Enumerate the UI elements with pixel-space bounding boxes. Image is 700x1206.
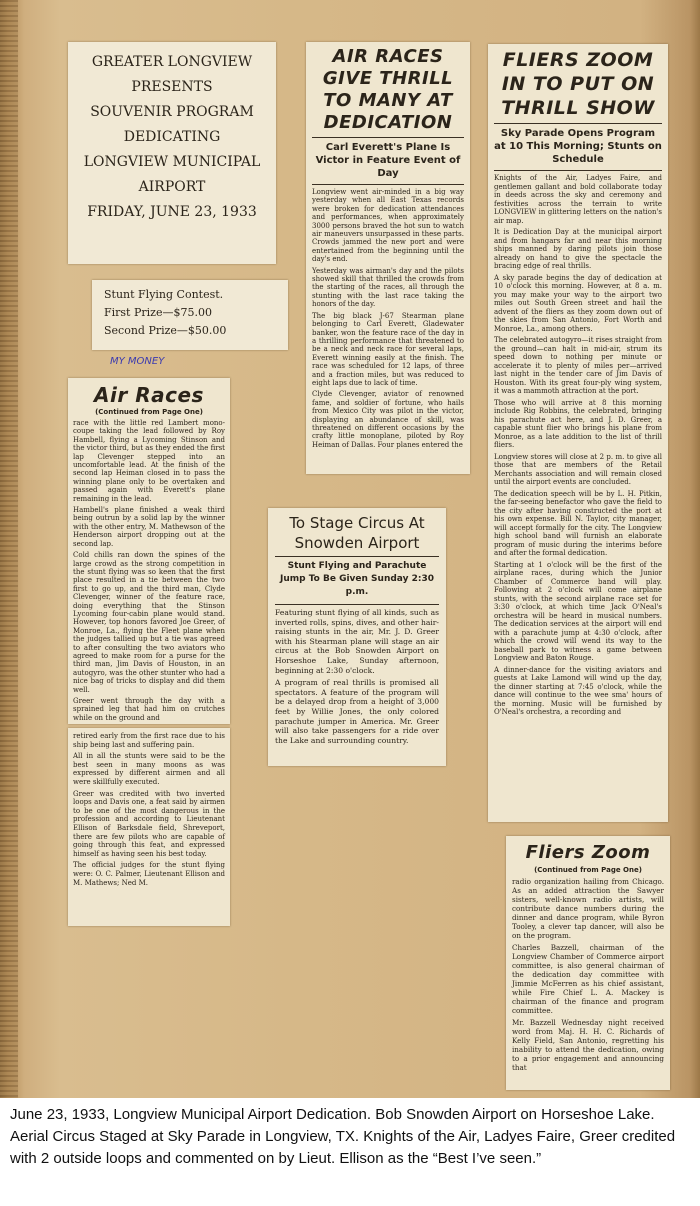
article-paragraph: race with the little red Lambert mono-coupe taking the lead followed by Roy Hambell, flying a Lycoming Stinson and the victor third, but as they ended the first lap Clevenger stepped into an uncomfortable lead. At the finish of the second lap Heiman closed in to pass the winning plane only to be overtaken and passed again with Everett's plane remaining in the lead.: [73, 419, 225, 503]
stunt-first-prize: First Prize—$75.00: [104, 306, 212, 319]
subheadline: Stunt Flying and Parachute Jump To Be Given Sunday 2:30 p.m.: [280, 561, 434, 597]
article-paragraph: radio organization hailing from Chicago. As an added attraction the Sawyer sisters, well-known radio artists, will contribute dance numbers during the dinner and dance program, while Byron Tooley, a clever tap dancer, will also be on the program.: [512, 877, 664, 940]
article-paragraph: Longview went air-minded in a big way yesterday when all East Texas records were broken for dedication attendances and performances, when approximately 3000 persons braved the hot sun to watch air maneuvers unsurpassed in these parts. Crowds jammed the new port and were entertained from the beginning until the day's end.: [312, 188, 464, 264]
article-paragraph: Greer went through the day with a sprained leg that had him on crutches while on the ground and: [73, 697, 225, 722]
stunt-contest-card: [92, 280, 288, 350]
article-paragraph: Charles Bazzell, chairman of the Longview Chamber of Commerce airport committee, is also general chairman of the dedication day committee with Jimmie McFerren as his chief assistant, while Fire Chief L. A. Mackey is chairman of the finance and program committee.: [512, 943, 664, 1015]
subheadline: Carl Everett's Plane Is Victor in Feature Event of Day: [315, 142, 461, 179]
article-paragraph: Mr. Bazzell Wednesday night received word from Maj. H. H. C. Richards of Kelly Field, San Antonio, regretting his inability to attend the dedication, owing to a prior engagement and announcing that: [512, 1018, 664, 1072]
article-paragraph: A sky parade begins the day of dedication at 10 o'clock this morning. However, at 8 a. m. you may make your way to the airport two miles out South Green street and hail the advent of the fliers as they zoom down out of the skies from San Antonio, Fort Worth and Monroe, La., among others.: [494, 273, 662, 333]
headline: Fliers Zoom: [525, 842, 651, 863]
article-paragraph: Featuring stunt flying of all kinds, such as inverted rolls, spins, dives, and other hair-raising stunts in the air, Mr. J. D. Greer with his Stearman plane will stage an air circus at the Bob Snowden Airport on Horseshoe Lake, Sunday afternoon, beginning at 2:30 o'clock.: [275, 608, 439, 675]
article-paragraph: Hambell's plane finished a weak third being outrun by a solid lap by the winner with the other entry, M. Mathewson of the Henderson airport dropping out at the second lap.: [73, 506, 225, 548]
stunt-title: Stunt Flying Contest.: [104, 288, 224, 301]
handwritten-note: MY MONEY: [110, 356, 165, 367]
program-line: SOUVENIR PROGRAM: [90, 104, 254, 120]
article-paragraph: The celebrated autogyro—it rises straight from the ground—can halt in mid-air, strum its speed down to nothing per minute or accelerate it to plenty of miles per—arrived last night in the tender care of Jim Davis of Houston. With its great four-ply wing system, it was a mammoth attraction at the port.: [494, 336, 662, 395]
article-paragraph: It is Dedication Day at the municipal airport and from hangars far and near this morning ships manned by daring pilots join those already on hand to give the spectacle the bracing edge of real thrills.: [494, 228, 662, 270]
headline: AIR RACES GIVE THRILL TO MANY AT DEDICATION: [322, 46, 454, 133]
article-paragraph: Longview stores will close at 2 p. m. to give all those that are members of the Retail Merchants association and will remain closed until the airport events are concluded.: [494, 452, 662, 486]
fliers-zoom-clipping: [488, 44, 668, 822]
divider: [275, 604, 439, 605]
divider: [494, 123, 662, 124]
headline: Air Races: [94, 383, 204, 407]
article-paragraph: Knights of the Air, Ladyes Faire, and gentlemen gallant and bold collaborate today in deeds across the sky and ceremony and festivities across the terrain to write LONGVIEW in glittering letters on the nation's air map.: [494, 174, 662, 225]
article-paragraph: retired early from the first race due to his ship being last and suffering pain.: [73, 732, 225, 749]
article-paragraph: Those who will arrive at 8 this morning include Rig Robbins, the celebrated, bringing his parachute act here, and J. D. Greer, a capable stunt flier who brings his plane from Monroe, as a late addition to the list of thrill fliers.: [494, 398, 662, 449]
stage-circus-clipping: [268, 508, 446, 766]
fliers-zoom-continued-clipping: [506, 836, 670, 1090]
program-line: FRIDAY, JUNE 23, 1933: [87, 204, 257, 220]
program-line: AIRPORT: [138, 179, 206, 195]
article-paragraph: A program of real thrills is promised all spectators. A feature of the program will be a delayed drop from a height of 3,000 feet by Willie Jones, the only colored parachute jumper in America. Mr. Greer will also take passengers for a ride over the Lake and surrounding country.: [275, 678, 439, 745]
air-races-continued-clipping-2: [68, 728, 230, 926]
program-line: LONGVIEW MUNICIPAL: [83, 154, 261, 170]
article-paragraph: Starting at 1 o'clock will be the first of the airplane races, during which the Junior Chamber of Commerce band will play. Following at 2 o'clock will come airplane stunts, with the second airplane race set for 3:30 o'clock, at which time Jack O'Neal's orchestra will be heard in musical numbers. The dedication services at the airport will end with a parachute jump at 4:30 o'clock, after which the crowd will wend its way to the baseball park to witness a game between Longview and Baton Rouge.: [494, 560, 662, 662]
continued-note: (Continued from Page One): [534, 866, 642, 874]
caption-line: Aerial Circus Staged at Sky Parade in Longview, TX. Knights of the Air, Ladyes Faire, Greer credited: [10, 1128, 676, 1145]
program-card: [68, 42, 276, 264]
air-races-continued-clipping: [68, 378, 230, 724]
divider: [494, 170, 662, 171]
article-paragraph: The dedication speech will be by L. H. Pitkin, the far-seeing benefactor who gave the field to the city after having constructed the port at his own expense. Bill N. Taylor, city manager, will accept formally for the city. The Longview high school band will furnish an elaborate program of music during the interims before and after the formal dedication.: [494, 489, 662, 557]
headline: FLIERS ZOOM IN TO PUT ON THRILL SHOW: [501, 49, 655, 119]
air-races-give-thrill-clipping: [306, 42, 470, 474]
page-edge: [0, 0, 18, 1098]
caption-line: with 2 outside loops and commented on by Lieut. Ellison as the “Best I’ve seen.”: [10, 1150, 542, 1167]
article-paragraph: Clyde Clevenger, aviator of renowned fame, and soldier of fortune, who hails from Mexico City was pilot in the victor, displaying an abundance of skill, was threatened on different occasions by the crafty little monoplane, piloted by Roy Heiman of Dallas. Four planes entered the: [312, 390, 464, 449]
article-paragraph: The big black J-67 Stearman plane belonging to Carl Everett, Gladewater banker, won the feature race of the day in a thrilling performance that threatened to be a neck and neck race for several laps, Everett winning easily at the finish. The race was scheduled for 12 laps, of three and a fraction miles, but was reduced to eight laps due to lack of time.: [312, 311, 464, 387]
caption-line: June 23, 1933, Longview Municipal Airport Dedication. Bob Snowden Airport on Horseshoe Lake.: [10, 1106, 655, 1123]
article-paragraph: The official judges for the stunt flying were: O. C. Palmer, Lieutenant Ellison and M. Mathews; Ned M.: [73, 861, 225, 887]
photo-caption: [10, 1104, 690, 1170]
article-paragraph: Yesterday was airman's day and the pilots showed skill that thrilled the crowds from the starting of the races, all through the stunting with the last race taking the honors of the day.: [312, 266, 464, 309]
article-paragraph: Cold chills ran down the spines of the large crowd as the strong competition in the stunt flying was so keen that the first place resulted in a tie between the two first to go up, and the third man, Clyde Clevenger, winner of the feature race, doing everything that the Stinson Lycoming four-cabin plane would stand. However, top honors favored Joe Greer, of Monroe, La., flying the Fleet plane when the judges tallied up but a tie was agreed to after consulting the two aviators who agreed to make room for a purse for the third man, Jim Davis of Houston, in an autogyro, was the other stunter who had a nice bag of tricks to display and did them well.: [73, 551, 225, 694]
article-paragraph: Greer was credited with two inverted loops and Davis one, a feat said by airmen to be one of the most dangerous in the profession and according to Lieutenant Ellison of Barksdale field, Shreveport, there are few pilots who are capable of going through this feat, and expressed himself as having seen his best today.: [73, 789, 225, 858]
continued-note: (Continued from Page One): [95, 408, 203, 416]
headline: To Stage Circus At Snowden Airport: [289, 514, 425, 552]
stunt-second-prize: Second Prize—$50.00: [104, 324, 227, 337]
article-paragraph: A dinner-dance for the visiting aviators and guests at Lake Lamond will wind up the day, the dinner starting at 7:45 o'clock, while the dance will continue to the wee sma' hours of the morning. Music will be furnished by O'Neal's orchestra, a recording and: [494, 665, 662, 716]
article-paragraph: All in all the stunts were said to be the best seen in many moons as was expressed by different airmen and all were skillfully executed.: [73, 752, 225, 786]
divider: [312, 137, 464, 138]
subheadline: Sky Parade Opens Program at 10 This Morning; Stunts on Schedule: [494, 128, 662, 165]
divider: [312, 184, 464, 185]
program-line: DEDICATING: [123, 129, 221, 145]
divider: [275, 556, 439, 557]
program-line: PRESENTS: [131, 79, 213, 95]
program-line: GREATER LONGVIEW: [91, 54, 253, 70]
